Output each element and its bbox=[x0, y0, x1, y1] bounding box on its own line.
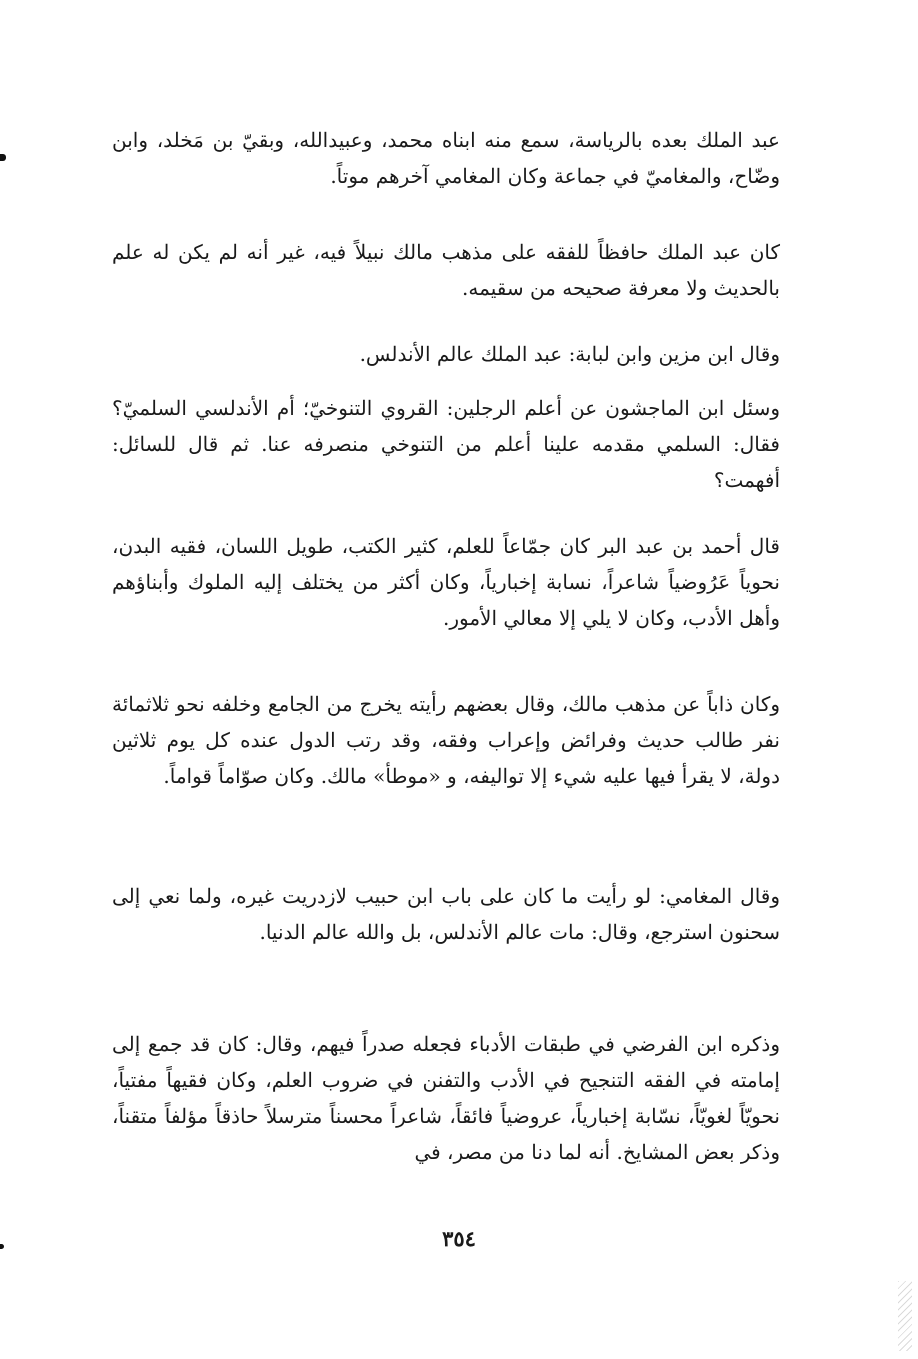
paragraph: وسئل ابن الماجشون عن أعلم الرجلين: القروي التنوخيّ؛ أم الأندلسي السلميّ؟ فقال: السلمي مقدمه علينا أعلم من التنوخي منصرفه عنا. ثم قال للسائل: أفهمت؟ bbox=[112, 396, 780, 492]
paragraph: كان عبد الملك حافظاً للفقه على مذهب مالك نبيلاً فيه، غير أنه لم يكن له علم بالحديث ولا معرفة صحيحه من سقيمه. bbox=[112, 240, 780, 300]
paragraph: وقال ابن مزين وابن لبابة: عبد الملك عالم الأندلس. bbox=[359, 342, 780, 366]
paragraph: وكان ذاباً عن مذهب مالك، وقال بعضهم رأيته يخرج من الجامع وخلفه نحو ثلاثمائة نفر طالب حديث وفرائض وإعراب وفقه، وقد رتب الدول عنده كل يوم ثلاثين دولة، لا يقرأ فيها عليه شيء إلا تواليفه، و «موطأ» مالك. وكان صوّاماً قواماً. bbox=[112, 692, 781, 788]
paragraph: قال أحمد بن عبد البر كان جمّاعاً للعلم، كثير الكتب، طويل اللسان، فقيه البدن، نحوياً عَرُوضياً شاعراً، نسابة إخبارياً، وكان أكثر من يختلف إليه الملوك وأبناؤهم وأهل الأدب، وكان لا يلي إلا معالي الأمور. bbox=[112, 534, 780, 630]
scan-noise-mark bbox=[898, 1281, 912, 1351]
page-number: ٣٥٤ bbox=[442, 1226, 476, 1251]
paragraph: وقال المغامي: لو رأيت ما كان على باب ابن حبيب لازدريت غيره، ولما نعي إلى سحنون استرجع، وقال: مات عالم الأندلس، بل والله عالم الدنيا. bbox=[112, 884, 780, 944]
scan-edge-mark bbox=[0, 154, 6, 161]
paragraph: عبد الملك بعده بالرياسة، سمع منه ابناه محمد، وعبيدالله، وبقيّ بن مَخلد، وابن وضّاح، والمغاميّ في جماعة وكان المغامي آخرهم موتاً. bbox=[112, 128, 780, 188]
paragraph: وذكره ابن الفرضي في طبقات الأدباء فجعله صدراً فيهم، وقال: كان قد جمع إلى إمامته في الفقه التنجيح في الأدب والتفنن في ضروب العلم، وكان فقيهاً مفتياً، نحويّاً لغويّاً، نسّابة إخبارياً، عروضياً فائقاً، شاعراً محسناً مترسلاً حاذقاً مؤلفاً متقناً، وذكر بعض المشايخ. أنه لما دنا من مصر، في bbox=[112, 1032, 780, 1164]
